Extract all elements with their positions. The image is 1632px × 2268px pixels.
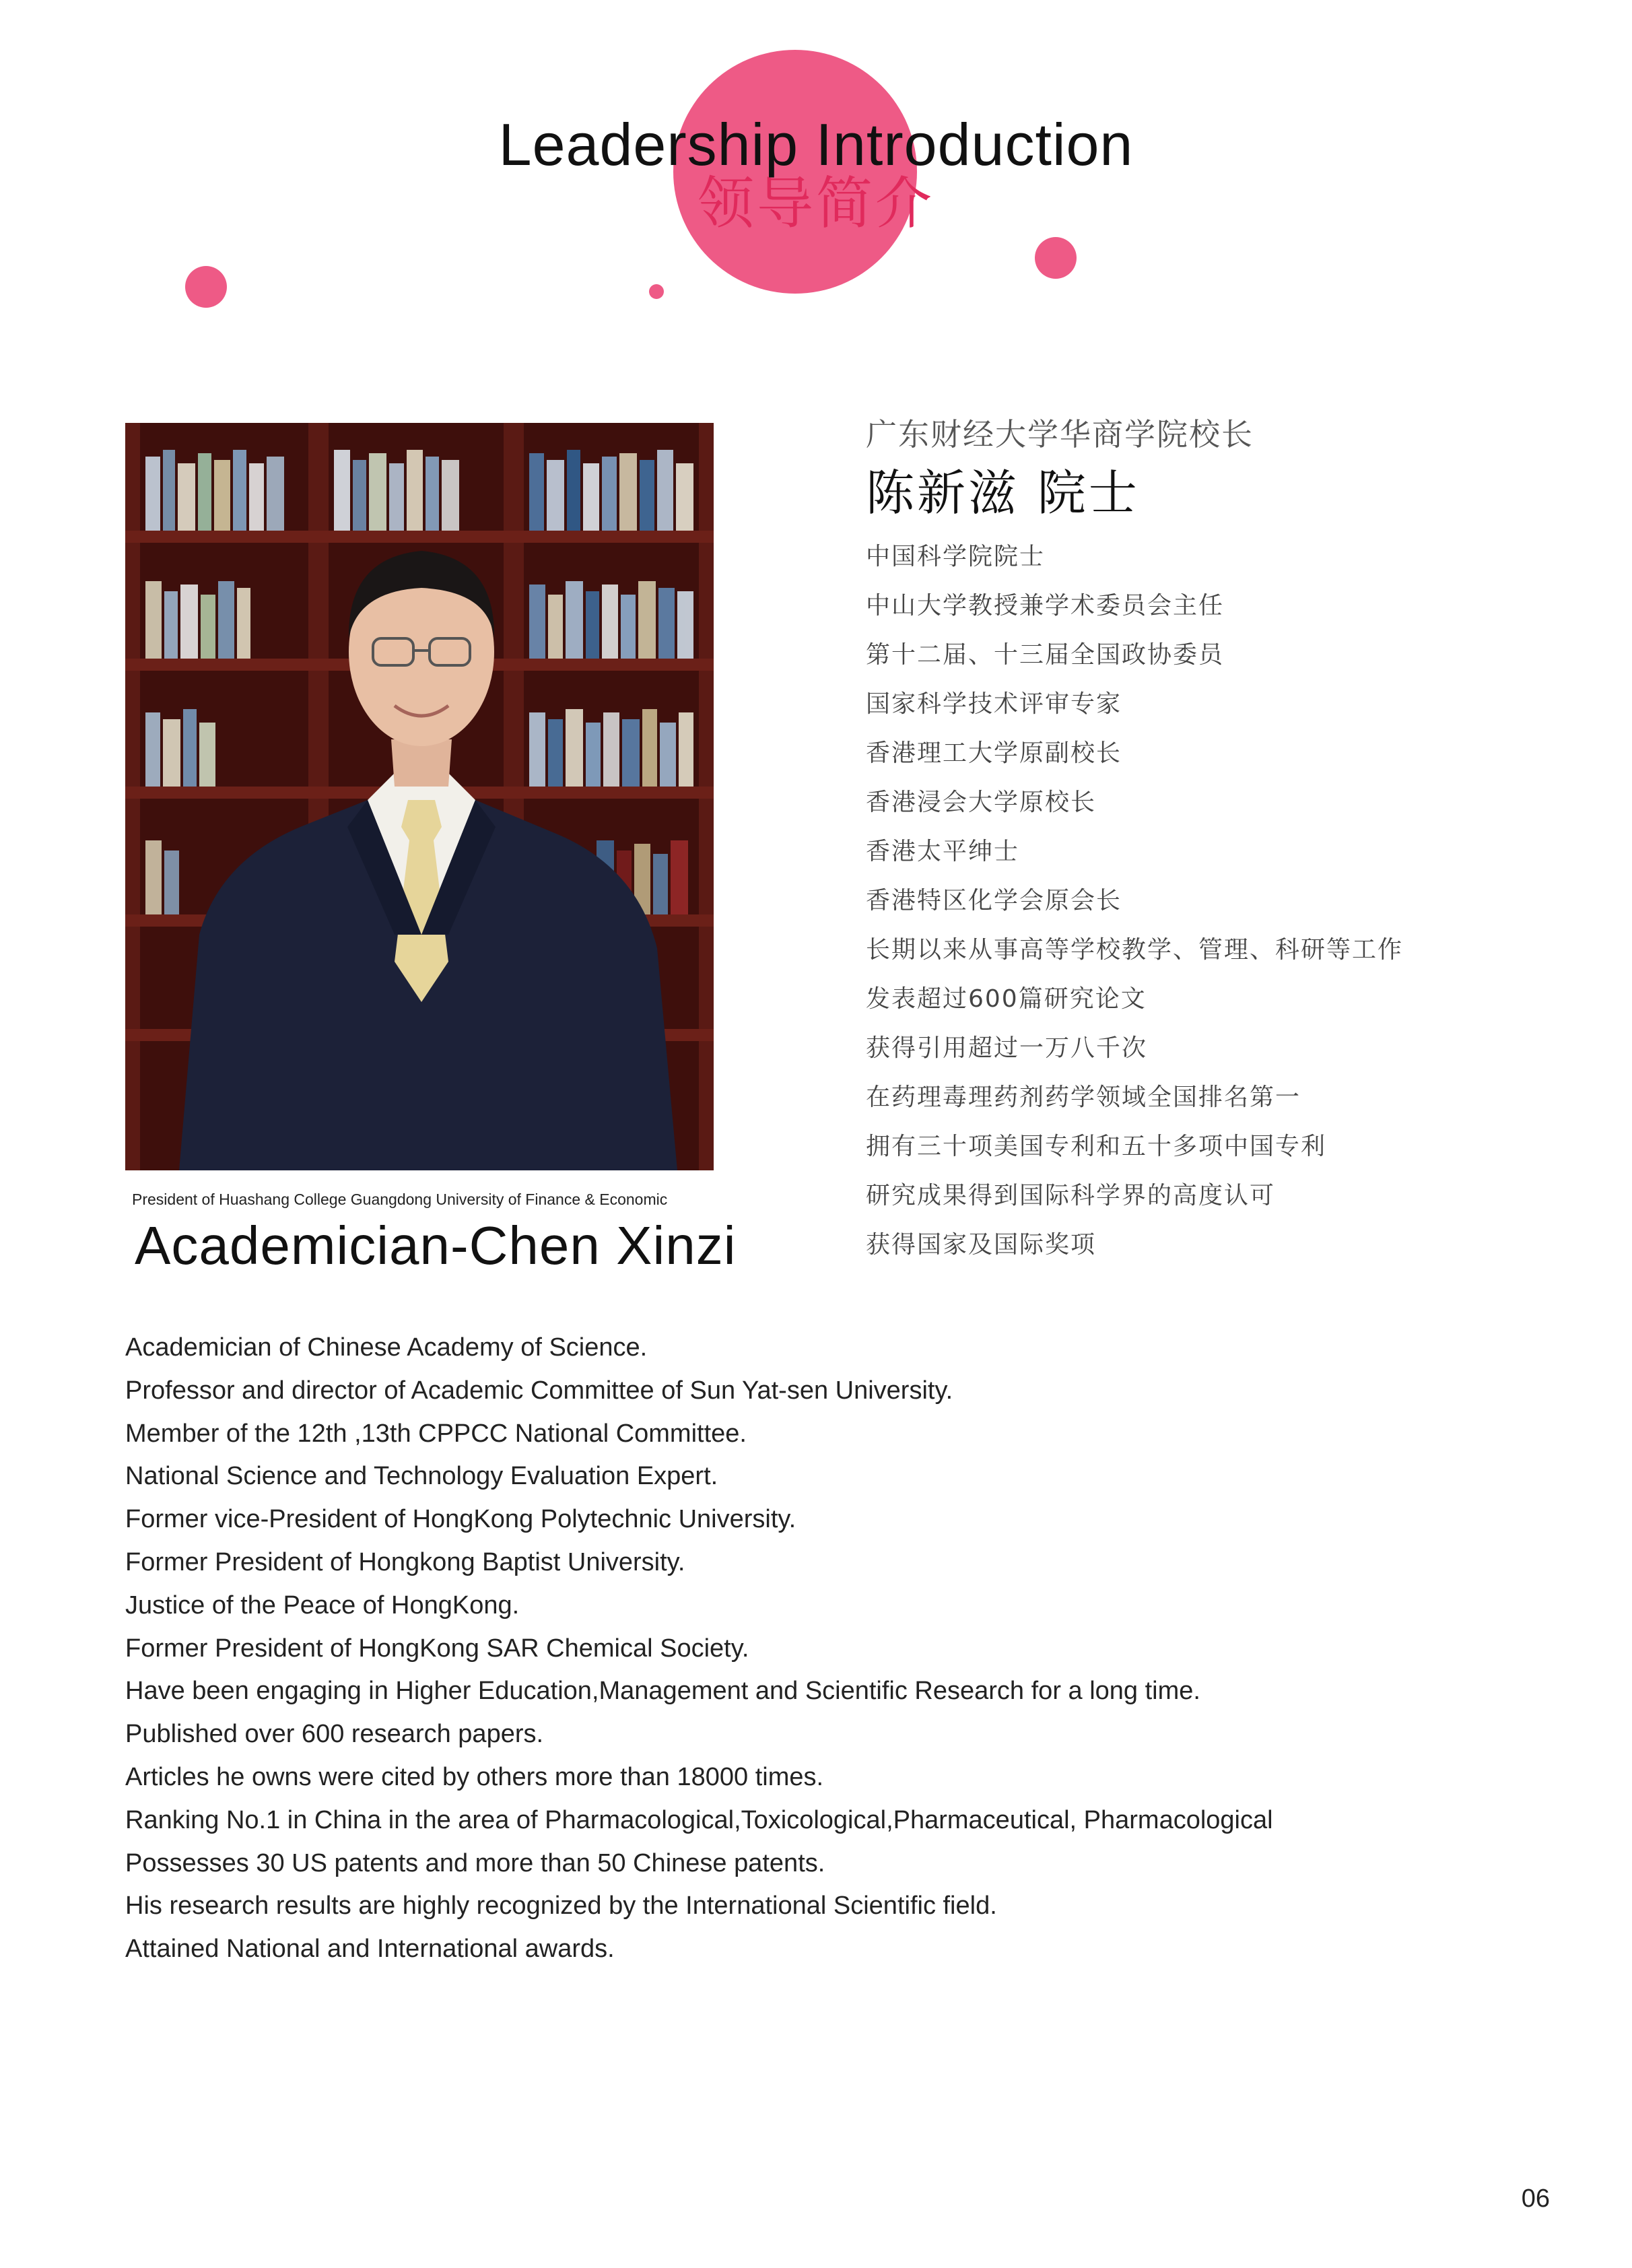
achievement-zh-item: 香港特区化学会原会长 [866,887,1122,914]
achievement-zh-item: 长期以来从事高等学校教学、管理、科研等工作 [866,936,1404,964]
achievement-zh-item: 第十二届、十三届全国政协委员 [866,641,1225,669]
achievement-zh-item: 中山大学教授兼学术委员会主任 [866,592,1225,620]
achievement-en-item: Articles he owns were cited by others more than 18000 times. [125,1762,824,1791]
achievements-list-zh [866,532,1579,1269]
portrait-photo [125,423,714,1170]
achievement-zh-item: 香港浸会大学原校长 [866,789,1097,816]
achievement-zh-item: 国家科学技术评审专家 [866,690,1122,718]
dot-decoration-left [185,266,227,308]
achievement-en-item: Member of the 12th ,13th CPPCC National Committee. [125,1419,747,1448]
achievements-list-en [125,1327,1539,1971]
achievement-zh-item: 获得引用超过一万八千次 [866,1034,1148,1062]
achievement-zh-item: 获得国家及国际奖项 [866,1231,1097,1259]
page-title-zh: 领导简介 [697,170,934,236]
achievement-en-item: Possesses 30 US patents and more than 50 Chinese patents. [125,1848,825,1877]
achievement-en-item: Published over 600 research papers. [125,1720,544,1749]
achievement-en-item: Academician of Chinese Academy of Science. [125,1333,648,1362]
photo-caption: President of Huashang College Guangdong University of Finance & Economic [132,1191,668,1208]
page-number: 06 [1521,2184,1550,2213]
achievement-en-item: Have been engaging in Higher Education,Management and Scientific Research for a long time. [125,1677,1200,1706]
achievement-en-item: Former President of HongKong SAR Chemical Society. [125,1634,749,1663]
name-chinese: 陈新滋 院士 [866,465,1140,521]
school-title-zh: 广东财经大学华商学院校长 [866,416,1254,453]
achievement-zh-item: 在药理毒理药剂药学领域全国排名第一 [866,1083,1301,1111]
page-title-en: Leadership Introduction [498,111,1134,178]
achievement-zh-item: 香港理工大学原副校长 [866,739,1122,767]
achievement-en-item: Former President of Hongkong Baptist University. [125,1547,685,1576]
achievement-en-item: Former vice-President of HongKong Polytechnic University. [125,1505,796,1534]
achievement-en-item: Ranking No.1 in China in the area of Pharmacological,Toxicological,Pharmaceutical, Pharmacological [125,1805,1273,1834]
achievement-zh-item: 研究成果得到国际科学界的高度认可 [866,1182,1276,1209]
achievement-en-item: National Science and Technology Evaluation Expert. [125,1462,718,1491]
achievement-zh-item: 中国科学院院士 [866,543,1046,570]
achievement-zh-item: 香港太平绅士 [866,838,1020,865]
achievement-zh-item: 发表超过600篇研究论文 [866,985,1147,1013]
achievement-en-item: Justice of the Peace of HongKong. [125,1591,520,1620]
achievement-en-item: His research results are highly recognized by the International Scientific field. [125,1892,997,1921]
dot-decoration-small [649,284,664,299]
chinese-profile [866,411,1579,1269]
dot-decoration-right [1035,237,1077,279]
achievement-en-item: Attained National and International awards. [125,1935,615,1964]
name-english: Academician-Chen Xinzi [135,1215,737,1275]
achievement-en-item: Professor and director of Academic Committee of Sun Yat-sen University. [125,1376,953,1405]
achievement-zh-item: 拥有三十项美国专利和五十多项中国专利 [866,1133,1327,1160]
